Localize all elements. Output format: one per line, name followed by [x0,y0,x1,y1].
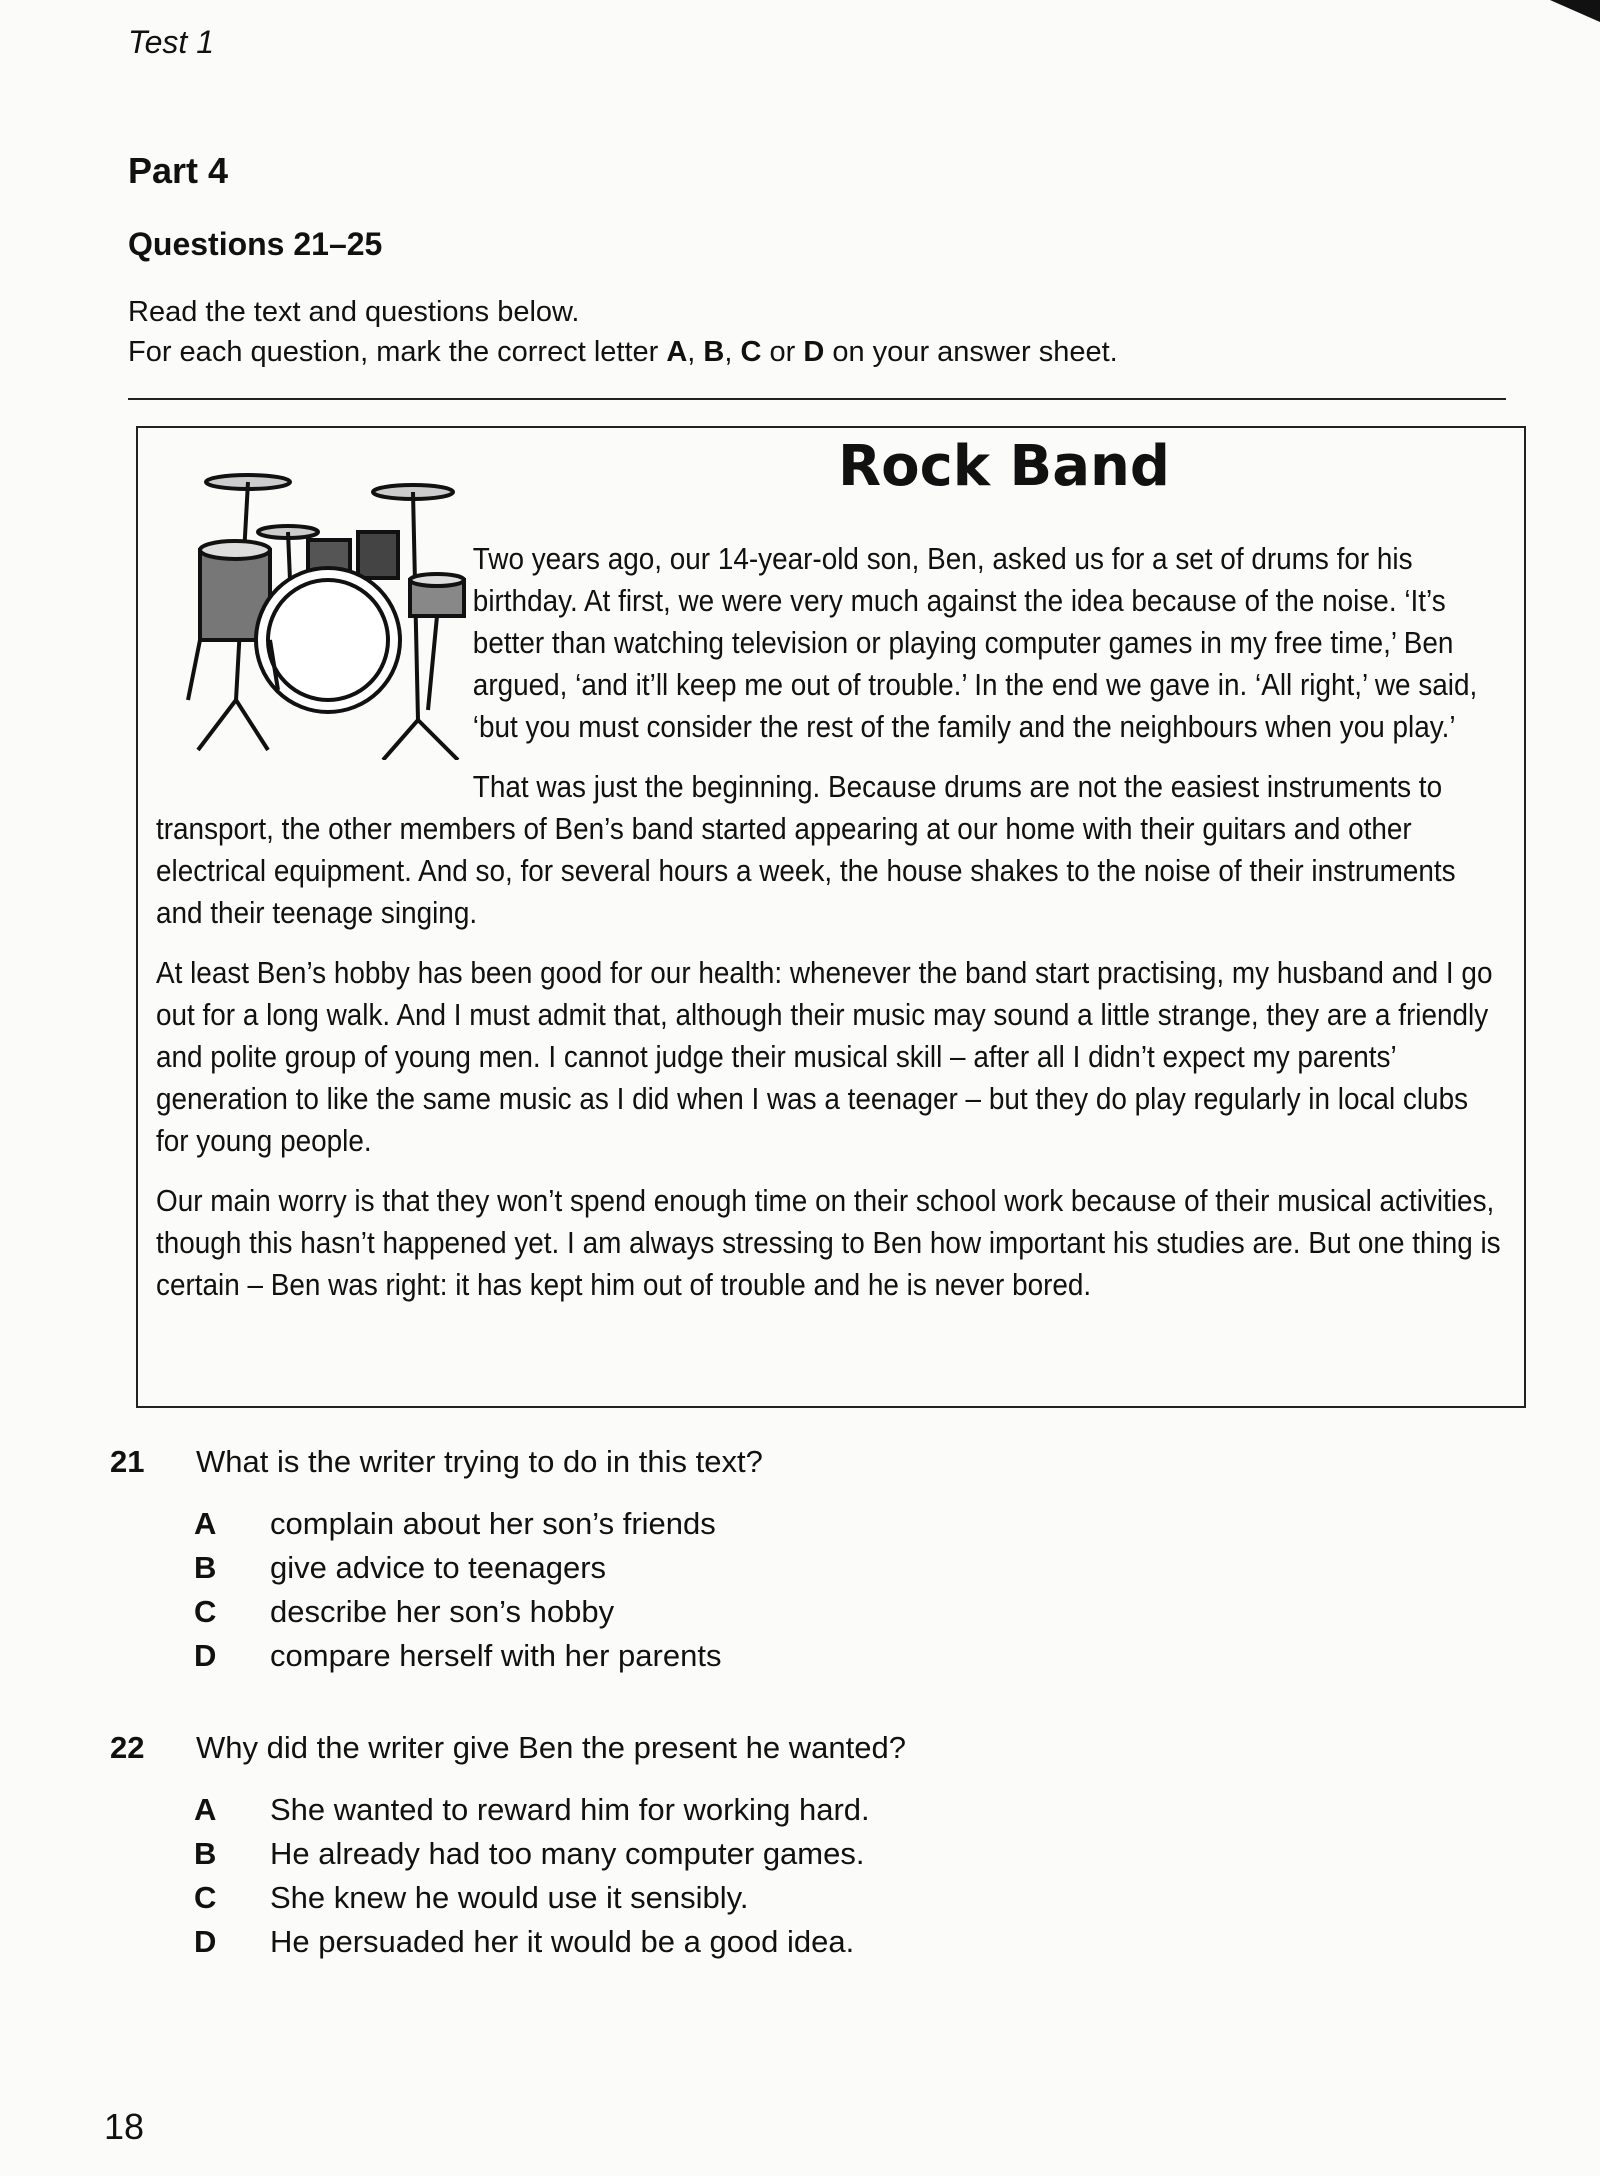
question-number: 21 [110,1444,145,1479]
instructions [128,292,1118,372]
article-paragraph: At least Ben’s hobby has been good for our health: whenever the band start practising, my husband and I go out for a long walk. And I must admit that, although their music may sound a little strange, they are a friendly and polite group of young men. I cannot judge their musical skill – after all I didn’t expect my parents’ generation to like the same music as I did when I was a teenager – but they do play regularly in local clubs for young people. [156,955,1493,1158]
letter-b: B [703,336,725,368]
page-corner-mark [1540,0,1600,30]
article-paragraph: That was just the beginning. Because drums are not the easiest instruments to transport, the other members of Ben’s band started appearing at our home with their guitars and other electrical equipment. And so, for several hours a week, the house shakes to the noise of their instruments and their teenage singing. [156,769,1456,930]
part-title: Part 4 [128,150,229,191]
question-number: 22 [110,1730,145,1765]
instruction-line-1: Read the text and questions below. [128,296,580,328]
question-prompt: What is the writer trying to do in this text? [196,1444,763,1479]
letter-c: C [740,336,762,368]
test-label: Test 1 [128,24,214,60]
letter-a: A [666,336,688,368]
article-paragraph: Two years ago, our 14-year-old son, Ben, asked us for a set of drums for his birthday. At first, we were very much against the idea because of the noise. ‘It’s better than watching television or playing computer games in my free time,’ Ben argued, ‘and it’ll keep me out of trouble.’ In the end we gave in. ‘All right,’ we said, ‘but you must consider the rest of the family and the neighbours when you play.’ [472,541,1478,744]
instruction-line-2: For each question, mark the correct letter A, B, C or D on your answer sheet. [128,336,1118,368]
article-paragraph: Our main worry is that they won’t spend enough time on their school work because of their musical activities, though this hasn’t happened yet. I am always stressing to Ben how important his studies are. But one thing is certain – Ben was right: it has kept him out of trouble and he is never bored. [156,1183,1501,1302]
illustration-spacer [156,538,473,778]
article-title: Rock Band [838,434,1170,499]
page-number: 18 [104,2106,145,2147]
article-body [156,538,1506,1324]
questions-range: Questions 21–25 [128,226,383,262]
article-box [136,426,1526,1408]
letter-d: D [803,336,825,368]
divider-rule [128,398,1506,400]
question-prompt: Why did the writer give Ben the present he wanted? [196,1730,906,1765]
